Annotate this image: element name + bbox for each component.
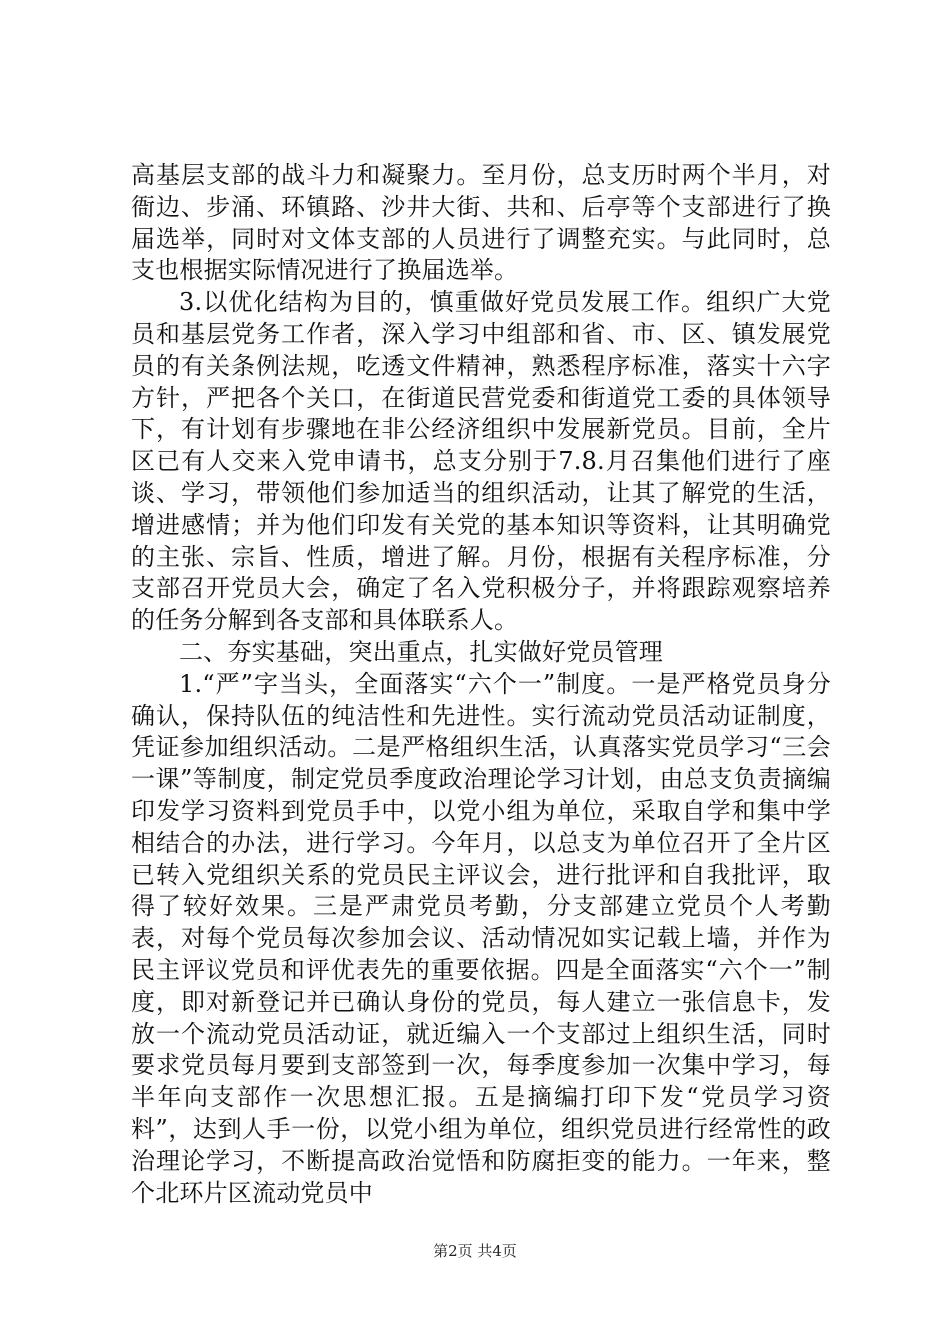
paragraph-party-member-development: 3.以优化结构为目的，慎重做好党员发展工作。组织广大党员和基层党务工作者，深入学习中组部和省、市、区、镇发展党员的有关条例法规，吃透文件精神，熟悉程序标准，落实十六字方针，严把各个关口，在街道民营党委和街道党工委的具体领导下，有计划有步骤地在非公经济组织中发展新党员。目前，全片区已有人交来入党申请书，总支分别于7.8.月召集他们进行了座谈、学习，带领他们参加适当的组织活动，让其了解党的生活，增进感情；并为他们印发有关党的基本知识等资料，让其明确党的主张、宗旨、性质，增进了解。月份，根据有关程序标准，分支部召开党员大会，确定了名入党积极分子，并将跟踪观察培养的任务分解到各支部和具体联系人。 [131,288,831,635]
document-body [131,160,831,1209]
section-heading-party-member-management: 二、夯实基础，突出重点，扎实做好党员管理 [179,637,663,666]
paragraph-six-ones-system: 1.“严”字当头，全面落实“六个一”制度。一是严格党员身分确认，保持队伍的纯洁性和先进性。实行流动党员活动证制度，凭证参加组织活动。二是严格组织生活，认真落实党员学习“三会一课”等制度，制定党员季度政治理论学习计划，由总支负责摘编印发学习资料到党员手中，以党小组为单位，采取自学和集中学相结合的办法，进行学习。今年月，以总支为单位召开了全片区已转入党组织关系的党员民主评议会，进行批评和自我批评，取得了较好效果。三是严肃党员考勤，分支部建立党员个人考勤表，对每个党员每次参加会议、活动情况如实记载上墙，并作为民主评议党员和评优表先的重要依据。四是全面落实“六个一”制度，即对新登记并已确认身份的党员，每人建立一张信息卡，发放一个流动党员活动证，就近编入一个支部过上组织生活，同时要求党员每月要到支部签到一次，每季度参加一次集中学习，每半年向支部作一次思想汇报。五是摘编打印下发“党员学习资料”，达到人手一份，以党小组为单位，组织党员进行经常性的政治理论学习，不断提高政治觉悟和防腐拒变的能力。一年来，整个北环片区流动党员中 [131,669,831,1207]
page-number-footer: 第2页 共4页 [433,1242,517,1260]
paragraph-continuation: 高基层支部的战斗力和凝聚力。至月份，总支历时两个半月，对衙边、步涌、环镇路、沙井大街、共和、后亭等个支部进行了换届选举，同时对文体支部的人员进行了调整充实。与此同时，总支也根据实际情况进行了换届选举。 [131,161,831,285]
